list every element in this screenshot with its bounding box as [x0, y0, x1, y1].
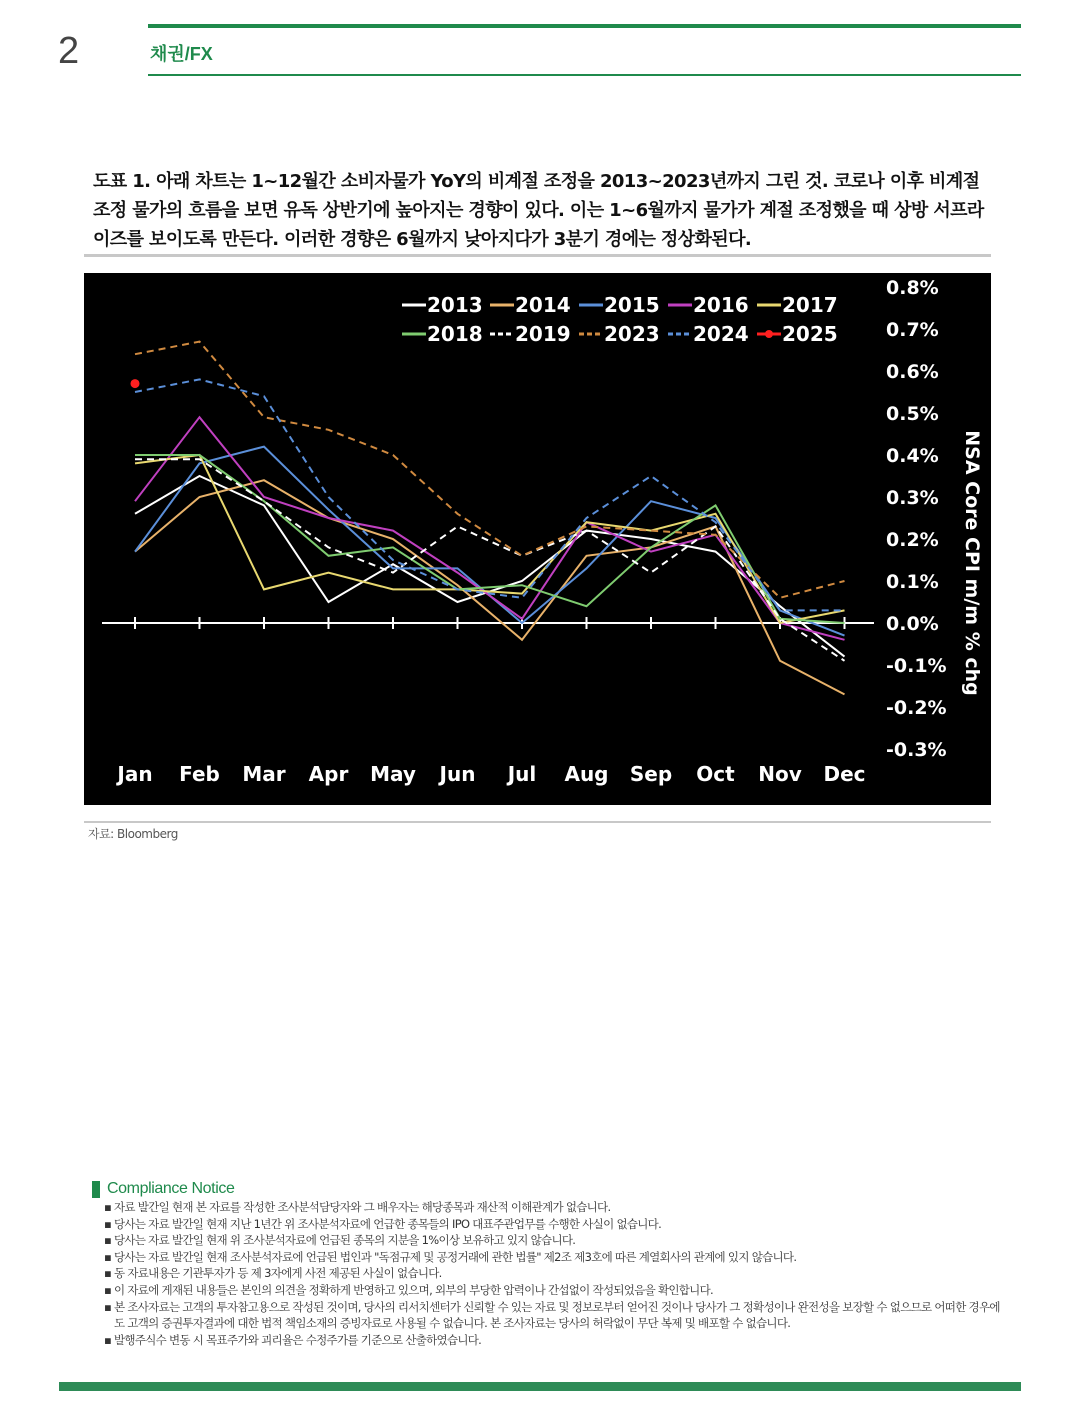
y-tick-label: -0.2% [886, 697, 947, 719]
chart-bottom-rule [84, 821, 991, 823]
x-tick-label: Nov [758, 762, 802, 786]
compliance-item: ▪ 본 조사자료는 고객의 투자참고용으로 작성된 것이며, 당사의 리서치센터가 신뢰할 수 있는 자료 및 정보로부터 얻어진 것이나 당사가 그 정확성이나 완전성을 보장할 수 없으므로 어떠한 경우에도 고객의 증권투자결과에 대한 법적 책임소재의 증빙자료로 사용될 수 없습니다. 본 조사자료는 당사의 허락없이 무단 복제 및 배포할 수 없습니다. [104, 1299, 1004, 1332]
legend-label-2018: 2018 [427, 322, 483, 346]
y-axis-label: NSA Core CPI m/m % chg [961, 430, 983, 696]
legend-label-2017: 2017 [782, 293, 838, 317]
x-tick-label: Apr [308, 762, 349, 786]
y-tick-label: 0.3% [886, 487, 939, 509]
legend-label-2025: 2025 [782, 322, 838, 346]
y-tick-label: 0.0% [886, 613, 939, 635]
compliance-list [104, 1199, 1004, 1348]
y-tick-label: 0.1% [886, 571, 939, 593]
figure-source: 자료: Bloomberg [88, 827, 178, 841]
y-tick-label: 0.7% [886, 319, 939, 341]
y-tick-label: 0.2% [886, 529, 939, 551]
footer-bar [59, 1382, 1021, 1391]
series-line-2019 [135, 459, 845, 661]
x-tick-label: Oct [696, 762, 735, 786]
compliance-title [92, 1180, 234, 1198]
series-line-2018 [135, 455, 845, 623]
header-top-rule [148, 24, 1021, 28]
y-tick-label: 0.6% [886, 361, 939, 383]
compliance-item: ▪ 동 자료내용은 기관투자가 등 제 3자에게 사전 제공된 사실이 없습니다. [104, 1265, 1004, 1282]
compliance-item: ▪ 당사는 자료 발간일 현재 조사분석자료에 언급된 법인과 "독점규제 및 공정거래에 관한 법률" 제2조 제3호에 따른 계열회사의 관계에 있지 않습니다. [104, 1249, 1004, 1266]
x-tick-label: Mar [242, 762, 286, 786]
x-tick-label: Jul [507, 762, 537, 786]
compliance-item: ▪ 발행주식수 변동 시 목표주가와 괴리율은 수정주가를 기준으로 산출하였습니다. [104, 1332, 1004, 1349]
series-line-2017 [135, 455, 845, 623]
chart-container [84, 273, 991, 805]
y-tick-label: -0.1% [886, 655, 947, 677]
legend-label-2015: 2015 [604, 293, 660, 317]
legend-label-2024: 2024 [693, 322, 749, 346]
chart-top-rule [84, 254, 991, 257]
figure-caption: 도표 1. 아래 차트는 1~12월간 소비자물가 YoY의 비계절 조정을 2013~2023년까지 그린 것. 코로나 이후 비계절 조정 물가의 흐름을 보면 유독 상반기에 높아지는 경향이 있다. 이는 1~6월까지 물가가 계절 조정했을 때 상방 서프라이즈를 보이도록 만든다. 이러한 경향은 6월까지 낮아지다가 3분기 경에는 정상화된다. [93, 171, 984, 250]
y-tick-label: 0.4% [886, 445, 939, 467]
x-tick-label: Feb [179, 762, 220, 786]
x-tick-label: Sep [629, 762, 673, 786]
x-tick-label: May [370, 762, 416, 786]
cpi-line-chart [84, 273, 991, 805]
y-tick-label: 0.8% [886, 277, 939, 299]
series-point-2025 [131, 379, 140, 388]
compliance-item: ▪ 자료 발간일 현재 본 자료를 작성한 조사분석담당자와 그 배우자는 해당종목과 재산적 이해관계가 없습니다. [104, 1199, 1004, 1216]
legend-label-2023: 2023 [604, 322, 660, 346]
page-number: 2 [58, 30, 80, 72]
legend-label-2014: 2014 [515, 293, 571, 317]
compliance-item: ▪ 이 자료에 게재된 내용들은 본인의 의견을 정확하게 반영하고 있으며, 외부의 부당한 압력이나 간섭없이 작성되었음을 확인합니다. [104, 1282, 1004, 1299]
x-tick-label: Jan [117, 762, 153, 786]
x-tick-label: Aug [564, 762, 609, 786]
legend-label-2019: 2019 [515, 322, 571, 346]
header-bottom-rule [148, 74, 1021, 76]
legend-marker-2025 [765, 330, 773, 338]
section-title: 채권/FX [150, 44, 213, 64]
y-tick-label: -0.3% [886, 739, 947, 761]
legend-label-2016: 2016 [693, 293, 749, 317]
x-tick-label: Dec [823, 762, 866, 786]
compliance-marker [92, 1181, 100, 1198]
compliance-title-text: Compliance Notice [107, 1180, 235, 1197]
y-tick-label: 0.5% [886, 403, 939, 425]
series-line-2016 [135, 417, 845, 640]
x-tick-label: Jun [439, 762, 476, 786]
legend-label-2013: 2013 [427, 293, 483, 317]
compliance-item: ▪ 당사는 자료 발간일 현재 지난 1년간 위 조사분석자료에 언급한 종목들의 IPO 대표주관업무를 수행한 사실이 없습니다. [104, 1216, 1004, 1233]
compliance-item: ▪ 당사는 자료 발간일 현재 위 조사분석자료에 언급된 종목의 지분을 1%이상 보유하고 있지 않습니다. [104, 1232, 1004, 1249]
